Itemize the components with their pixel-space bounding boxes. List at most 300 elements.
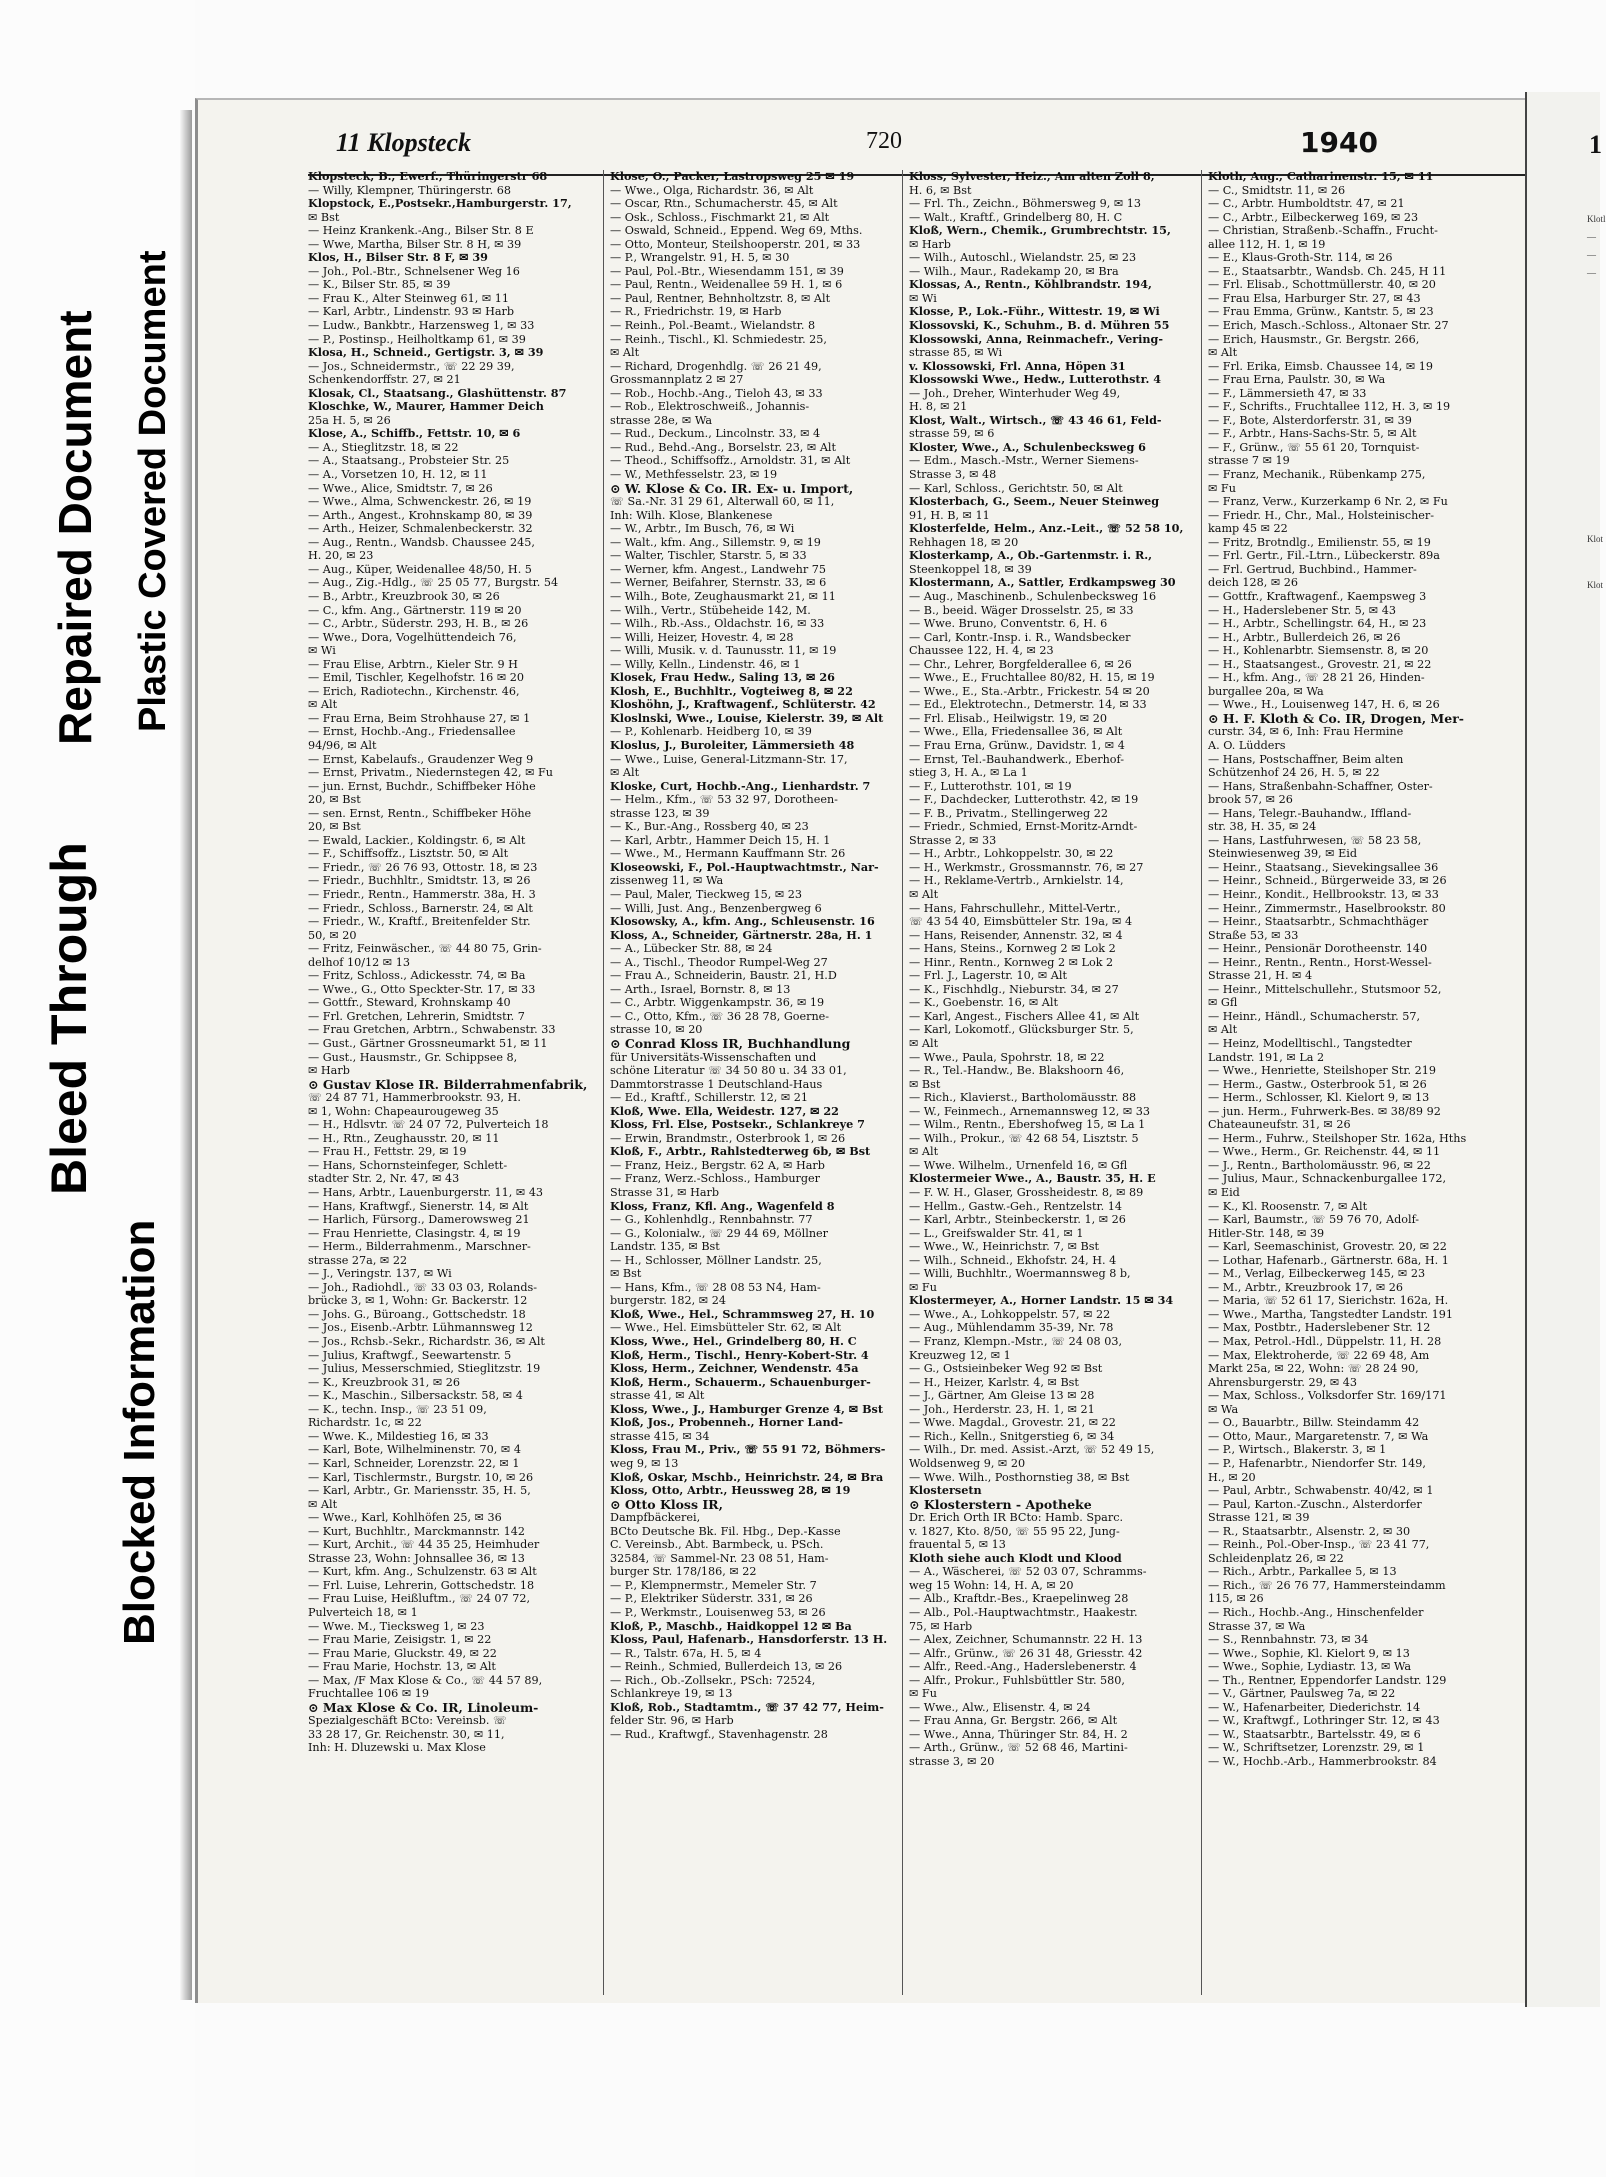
directory-entry: — P., Hafenarbtr., Niendorfer Str. 149,: [1208, 1456, 1426, 1470]
directory-entry: Kloß, P., Maschb., Haidkoppel 12 ✉ Ba: [610, 1618, 852, 1633]
directory-entry: — Frl. Gertr., Fil.-Ltrn., Lübeckerstr. 89a: [1208, 549, 1440, 563]
directory-entry: strasse 123, ✉ 39: [610, 806, 710, 820]
directory-entry: Chaussee 122, H. 4, ✉ 23: [909, 644, 1054, 658]
directory-entry: — Reinh., Tischl., Kl. Schmiedestr. 25,: [610, 332, 827, 346]
directory-entry: — Arth., Israel, Bornstr. 8, ✉ 13: [610, 982, 791, 996]
directory-entry: — E., Staatsarbtr., Wandsb. Ch. 245, H 11: [1208, 264, 1447, 278]
directory-entry: — C., Arbtr. Humboldtstr. 47, ✉ 21: [1208, 197, 1405, 211]
directory-entry: Klosek, Frau Hedw., Saling 13, ✉ 26: [610, 670, 835, 685]
directory-entry: Kloß, F., Arbtr., Rahlstedterweg 6b, ✉ Bst: [610, 1144, 871, 1159]
directory-entry: — F., Lämmersieth 47, ✉ 33: [1208, 386, 1367, 400]
directory-entry: — Ed., Kraftf., Schillerstr. 12, ✉ 21: [610, 1091, 808, 1105]
directory-entry: — Wwe. Magdal., Grovestr. 21, ✉ 22: [909, 1416, 1116, 1430]
directory-entry: — Chr., Lehrer, Borgfelderallee 6, ✉ 26: [909, 657, 1132, 671]
directory-entry: — Reinh., Schmied, Bullerdeich 13, ✉ 26: [610, 1660, 843, 1674]
directory-entry: — Walt., Kraftf., Grindelberg 80, H. C: [909, 210, 1123, 224]
directory-entry: ✉ Alt: [909, 1145, 939, 1159]
directory-entry: H. 6, ✉ Bst: [909, 183, 972, 197]
directory-entry: — F., Bote, Alsterdorferstr. 31, ✉ 39: [1208, 413, 1412, 427]
directory-entry: — Frau K., Alter Steinweg 61, ✉ 11: [308, 291, 509, 305]
directory-entry: strasse 59, ✉ 6: [909, 427, 995, 441]
directory-entry: — Christian, Straßenb.-Schaffn., Frucht-: [1208, 224, 1438, 238]
directory-entry: Kloshöhn, J., Kraftwagenf., Schlüterstr. 42: [610, 697, 876, 712]
directory-entry: Strasse 21, H. ✉ 4: [1208, 969, 1313, 983]
directory-entry: Strasse 23, Wohn: Johnsallee 36, ✉ 13: [308, 1551, 525, 1565]
directory-entry: stieg 3, H. A., ✉ La 1: [909, 766, 1028, 780]
directory-entry: — Hans, Reisender, Annenstr. 32, ✉ 4: [909, 928, 1123, 942]
directory-entry: Woldsenweg 9, ✉ 20: [909, 1456, 1026, 1470]
directory-entry: — W., Feinmech., Arnemannsweg 12, ✉ 33: [909, 1104, 1150, 1118]
directory-entry: Inh: Wilh. Klose, Blankenese: [610, 508, 773, 522]
directory-entry: — Wwe., Paula, Spohrstr. 18, ✉ 22: [909, 1050, 1105, 1064]
directory-entry: ⊙ Conrad Kloss IR, Buchhandlung: [610, 1036, 851, 1051]
directory-entry: Kloschke, W., Maurer, Hammer Deich: [308, 399, 544, 414]
directory-entry: — Franz, Verw., Kurzerkamp 6 Nr. 2, ✉ Fu: [1208, 495, 1448, 509]
directory-entry: — Aug., Rentn., Wandsb. Chaussee 245,: [308, 535, 535, 549]
directory-entry: — Wwe., G., Otto Speckter-Str. 17, ✉ 33: [308, 982, 536, 996]
directory-entry: 94/96, ✉ Alt: [308, 738, 377, 752]
directory-entry: — Wilh., Autoschl., Wielandstr. 25, ✉ 23: [909, 251, 1137, 265]
directory-entry: — C., kfm. Ang., Gärtnerstr. 119 ✉ 20: [308, 603, 522, 617]
directory-entry: ⊙ H. F. Kloth & Co. IR, Drogen, Mer-: [1208, 710, 1464, 726]
directory-entry: Kloslus, J., Buroleiter, Lämmersieth 48: [610, 737, 855, 752]
directory-entry: — Wilh., Vertr., Stübeheide 142, M.: [610, 603, 811, 617]
directory-entry: Klosterbach, G., Seem., Neuer Steinweg: [909, 494, 1160, 509]
directory-entry: — Jos., Rchsb.-Sekr., Richardstr. 36, ✉ Alt: [308, 1335, 545, 1349]
directory-entry: v. Klossowski, Frl. Anna, Höpen 31: [909, 358, 1126, 373]
directory-entry: ✉ Fu: [909, 1687, 937, 1701]
directory-entry: Kloss, Wwe., J., Hamburger Grenze 4, ✉ Bst: [610, 1401, 883, 1416]
directory-entry: — Frau Erna, Grünw., Davidstr. 1, ✉ 4: [909, 738, 1125, 752]
directory-entry: — Hinr., Rentn., Kornweg 2 ✉ Lok 2: [909, 955, 1114, 969]
directory-entry: — Frl. Th., Zeichn., Böhmersweg 9, ✉ 13: [909, 197, 1141, 211]
directory-entry: — Reinh., Pol.-Beamt., Wielandstr. 8: [610, 319, 816, 333]
directory-entry: — Frl. Elisab., Heilwigstr. 19, ✉ 20: [909, 711, 1107, 725]
directory-entry: — Aug., Mühlendamm 35-39, Nr. 78: [909, 1321, 1114, 1335]
directory-entry: Kloß, Jos., Probenneh., Horner Land-: [610, 1415, 844, 1430]
directory-entry: — Max, Elektroherde, ☏ 22 69 48, Am: [1208, 1348, 1430, 1362]
directory-entry: — Frl. J., Lagerstr. 10, ✉ Alt: [909, 969, 1067, 983]
facing-page-stub: Klot: [1587, 580, 1604, 590]
directory-entry: — Willi, Buchhltr., Woermannsweg 8 b,: [909, 1267, 1131, 1281]
directory-entry: — Rob., Hochb.-Ang., Tieloh 43, ✉ 33: [610, 386, 823, 400]
directory-entry: — Hans, Straßenbahn-Schaffner, Oster-: [1208, 779, 1433, 793]
directory-entry: frauental 5, ✉ 13: [909, 1538, 1006, 1552]
directory-entry: ✉ Alt: [909, 887, 939, 901]
directory-entry: Kloß, Wwe., Hel., Schrammsweg 27, H. 10: [610, 1306, 875, 1321]
directory-entry: burgerstr. 182, ✉ 24: [610, 1294, 726, 1308]
directory-entry: — C., Arbtr. Wiggenkampstr. 36, ✉ 19: [610, 996, 825, 1010]
directory-entry: ⊙ Otto Kloss IR,: [610, 1496, 723, 1512]
page-header: [198, 124, 1528, 164]
directory-entry: ✉ Wi: [308, 644, 336, 658]
directory-entry: — C., Smidtstr. 11, ✉ 26: [1208, 183, 1346, 197]
directory-entry: — Karl, Angest., Fischers Allee 41, ✉ Alt: [909, 1009, 1140, 1023]
directory-entry: curstr. 34, ✉ 6, Inh: Frau Hermine: [1208, 725, 1404, 739]
directory-entry: — Frau Luise, Heißluftm., ☏ 24 07 72,: [308, 1592, 531, 1606]
directory-entry: — Heinz, Modelltischl., Tangstedter: [1208, 1037, 1412, 1050]
directory-entry: ✉ Harb: [308, 1064, 350, 1078]
directory-entry: — Frau Marie, Hochstr. 13, ✉ Alt: [308, 1660, 496, 1674]
directory-entry: — Max, Schloss., Volksdorfer Str. 169/171: [1208, 1389, 1447, 1403]
directory-entry: Steenkoppel 18, ✉ 39: [909, 562, 1032, 576]
directory-entry: — Frau Elise, Arbtrn., Kieler Str. 9 H: [308, 657, 518, 671]
directory-entry: 33 28 17, Gr. Reichenstr. 30, ✉ 11,: [308, 1727, 505, 1741]
directory-page: [195, 98, 1525, 2003]
directory-entry: — Heinr., Schneid., Bürgerweide 33, ✉ 26: [1208, 874, 1447, 888]
directory-entry: — F., Dachdecker, Lutterothstr. 42, ✉ 19: [909, 793, 1139, 807]
directory-entry: strasse 415, ✉ 34: [610, 1429, 710, 1443]
directory-entry: ☏ 43 54 40, Eimsbütteler Str. 19a, ✉ 4: [909, 915, 1133, 929]
directory-entry: — Heinr., Kondit., Hellbrookstr. 13, ✉ 33: [1208, 887, 1439, 901]
directory-entry: Kloß, Wern., Chemik., Grumbrechtstr. 15,: [909, 223, 1171, 238]
directory-entry: — A., Wäscherei, ☏ 52 03 07, Schramms-: [909, 1565, 1147, 1579]
directory-entry: burgallee 20a, ✉ Wa: [1208, 684, 1324, 698]
directory-entry: — Carl, Kontr.-Insp. i. R., Wandsbecker: [909, 630, 1131, 644]
margin-label-blocked-information: Blocked Information: [115, 1219, 164, 1645]
directory-entry: strasse 28e, ✉ Wa: [610, 413, 713, 427]
directory-entry: — Wwe., M., Hermann Kauffmann Str. 26: [610, 847, 846, 861]
directory-entry: — P., Kohlenarb. Heidberg 10, ✉ 39: [610, 725, 812, 739]
directory-entry: strasse 27a, ✉ 22: [308, 1253, 408, 1267]
directory-entry: — J., Gärtner, Am Gleise 13 ✉ 28: [909, 1389, 1095, 1403]
directory-entry: Klost, Walt., Wirtsch., ☏ 43 46 61, Feld-: [909, 412, 1162, 427]
directory-entry: — F., Schiffsoffz., Lisztstr. 50, ✉ Alt: [308, 847, 509, 861]
directory-entry: weg 15 Wohn: 14, H. A, ✉ 20: [909, 1578, 1074, 1592]
directory-entry: Kloss, Otto, Arbtr., Heussweg 28, ✉ 19: [610, 1483, 851, 1498]
directory-entry: — Wilh., Maur., Radekamp 20, ✉ Bra: [909, 264, 1119, 278]
directory-entry: — Willy, Klempner, Thüringerstr. 68: [308, 183, 511, 197]
facing-page-stub: Klot: [1587, 534, 1604, 544]
directory-entry: — W., Staatsarbtr., Bartelsstr. 49, ✉ 6: [1208, 1727, 1421, 1741]
directory-entry: strasse 3, ✉ 20: [909, 1754, 995, 1768]
directory-entry: — C., Otto, Kfm., ☏ 36 28 78, Goerne-: [610, 1009, 830, 1023]
directory-entry: allee 112, H. 1, ✉ 19: [1208, 237, 1326, 251]
directory-entry: — Wwe., Alice, Smidtstr. 7, ✉ 26: [308, 481, 493, 495]
directory-entry: — Wilh., Dr. med. Assist.-Arzt, ☏ 52 49 15,: [909, 1443, 1155, 1457]
directory-entry: brücke 3, ✉ 1, Wohn: Gr. Backerstr. 12: [308, 1294, 528, 1308]
directory-entry: — Karl, Tischlermstr., Burgstr. 10, ✉ 26: [308, 1470, 534, 1484]
directory-entry: — Fritz, Brotndlg., Emilienstr. 55, ✉ 19: [1208, 535, 1431, 549]
directory-entry: Kloss, Sylvester, Heiz., Am alten Zoll 8,: [909, 169, 1155, 183]
directory-entry: Schützenhof 24 26, H. 5, ✉ 22: [1208, 766, 1380, 780]
directory-entry: ⊙ W. Klose & Co. IR. Ex- u. Import,: [610, 480, 854, 496]
directory-entry: Richardstr. 1c, ✉ 22: [308, 1416, 422, 1430]
directory-entry: — Frl. Gertrud, Buchbind., Hammer-: [1208, 562, 1417, 576]
directory-entry: — H., Arbtr., Schellingstr. 64, H., ✉ 23: [1208, 617, 1427, 631]
directory-entry: — Herm., Schlosser, Kl. Kielort 9, ✉ 13: [1208, 1091, 1430, 1105]
directory-entry: — sen. Ernst, Rentn., Schiffbeker Höhe: [308, 806, 532, 820]
directory-entry: Klostersetn: [909, 1483, 982, 1498]
directory-entry: — L., Greifswalder Str. 41, ✉ 1: [909, 1226, 1084, 1240]
directory-entry: — H., Kohlenarbtr. Siemsenstr. 8, ✉ 20: [1208, 644, 1429, 658]
directory-entry: Kloslnski, Wwe., Louise, Kielerstr. 39, ✉ Alt: [610, 710, 884, 725]
directory-entry: — R., Friedrichstr. 19, ✉ Harb: [610, 305, 782, 319]
directory-entry: — A., Stieglitzstr. 18, ✉ 22: [308, 440, 459, 454]
directory-entry: — Rich., Ob.-Zollsekr., PSch: 72524,: [610, 1673, 816, 1687]
directory-entry: — P., Wrangelstr. 91, H. 5, ✉ 30: [610, 251, 790, 265]
directory-entry: — A., Vorsetzen 10, H. 12, ✉ 11: [308, 468, 488, 482]
directory-entry: — C., Arbtr., Süderstr. 293, H. B., ✉ 26: [308, 617, 529, 631]
directory-entry: ✉ Bst: [308, 210, 340, 224]
directory-entry: — Aug., Zig.-Hdlg., ☏ 25 05 77, Burgstr. 54: [308, 576, 559, 590]
directory-entry: — Walt., kfm. Ang., Sillemstr. 9, ✉ 19: [610, 535, 821, 549]
directory-entry: — Oscar, Rtn., Schumacherstr. 45, ✉ Alt: [610, 197, 838, 211]
directory-entry: — Ernst, Privatm., Niedernstegen 42, ✉ Fu: [308, 766, 553, 780]
directory-entry: ✉ Alt: [1208, 1023, 1238, 1037]
directory-entry: strasse 10, ✉ 20: [610, 1023, 703, 1037]
directory-entry: Klosak, Cl., Staatsang., Glashüttenstr. 87: [308, 385, 567, 400]
directory-entry: — Herm., Fuhrw., Steilshoper Str. 162a, Hths: [1208, 1131, 1467, 1145]
facing-page-number: 1: [1589, 130, 1602, 159]
directory-entry: — Wwe., Olga, Richardstr. 36, ✉ Alt: [610, 183, 814, 197]
directory-entry: Dammtorstrasse 1 Deutschland-Haus: [610, 1077, 823, 1091]
directory-entry: — Paul, Rentner, Behnholtzstr. 8, ✉ Alt: [610, 291, 831, 305]
directory-entry: — Wwe., E., Sta.-Arbtr., Frickestr. 54 ✉ 20: [909, 684, 1150, 698]
directory-entry: — Rich., ☏ 26 76 77, Hammersteindamm: [1208, 1578, 1446, 1592]
directory-entry: — Gottfr., Kraftwagenf., Kaempsweg 3: [1208, 589, 1427, 603]
directory-entry: Klossowski, Anna, Reinmachefr., Vering-: [909, 331, 1164, 346]
directory-entry: — Julius, Messerschmied, Stieglitzstr. 19: [308, 1362, 541, 1376]
page-number: 720: [866, 128, 902, 154]
directory-entry: — P., Elektriker Süderstr. 331, ✉ 26: [610, 1592, 813, 1606]
directory-entry: ✉ Wa: [1208, 1402, 1239, 1416]
directory-entry: — Wwe., Dora, Vogelhüttendeich 76,: [308, 630, 517, 644]
directory-entry: Strasse 3, ✉ 48: [909, 468, 997, 482]
directory-entry: — Wwe. Wilh., Posthornstieg 38, ✉ Bst: [909, 1470, 1130, 1484]
directory-entry: — Julius, Maur., Schnackenburgallee 172,: [1208, 1172, 1447, 1186]
directory-entry: C. Vereinsb., Abt. Barmbeck, u. PSch.: [610, 1538, 824, 1552]
directory-entry: 91, H. B, ✉ 11: [909, 508, 990, 522]
directory-entry: — H., Arbtr., Lohkoppelstr. 30, ✉ 22: [909, 847, 1114, 861]
directory-entry: ✉ Alt: [610, 766, 640, 780]
directory-entry: Strasse 121, ✉ 39: [1208, 1511, 1310, 1525]
directory-entry: — Ludw., Bankbtr., Harzensweg 1, ✉ 33: [308, 319, 535, 333]
directory-entry: BCto Deutsche Bk. Fil. Hbg., Dep.-Kasse: [610, 1524, 841, 1538]
directory-entry: Rehhagen 18, ✉ 20: [909, 535, 1019, 549]
directory-entry: — Frau Emma, Grünw., Kantstr. 5, ✉ 23: [1208, 305, 1434, 319]
directory-entry: Klosterkamp, A., Ob.-Gartenmstr. i. R.,: [909, 548, 1153, 563]
directory-entry: — Paul, Pol.-Btr., Wiesendamm 151, ✉ 39: [610, 264, 844, 278]
directory-entry: — H., Schlosser, Möllner Landstr. 25,: [610, 1253, 822, 1267]
directory-entry: — Theod., Schiffsoffz., Arnoldstr. 31, ✉ Alt: [610, 454, 851, 468]
directory-entry: v. 1827, Kto. 8/50, ☏ 55 95 22, Jung-: [909, 1524, 1120, 1538]
directory-entry: — Wwe., H., Louisenweg 147, H. 6, ✉ 26: [1208, 698, 1440, 712]
directory-entry: — H., Haderslebener Str. 5, ✉ 43: [1208, 603, 1396, 617]
directory-entry: — R., Staatsarbtr., Alsenstr. 2, ✉ 30: [1208, 1524, 1411, 1538]
directory-entry: — C., Arbtr., Eilbeckerweg 169, ✉ 23: [1208, 210, 1419, 224]
directory-entry: — Heinr., Staatsarbtr., Schmachthäger: [1208, 915, 1429, 929]
directory-entry: Dr. Erich Orth IR BCto: Hamb. Sparc.: [909, 1511, 1124, 1525]
directory-entry: ✉ Gfl: [1208, 996, 1238, 1010]
directory-entry: — Willy, Kelln., Lindenstr. 46, ✉ 1: [610, 657, 801, 671]
directory-entry: Klose, A., Schiffb., Fettstr. 10, ✉ 6: [308, 426, 521, 441]
directory-entry: 50, ✉ 20: [308, 928, 357, 942]
directory-entry: Kloth siehe auch Klodt und Klood: [909, 1550, 1122, 1565]
directory-entry: — Wwe., Luise, General-Litzmann-Str. 17,: [610, 752, 848, 766]
directory-entry: — Frau Marie, Zeisigstr. 1, ✉ 22: [308, 1633, 492, 1647]
directory-entry: schöne Literatur ☏ 34 50 80 u. 34 33 01,: [610, 1064, 847, 1078]
directory-entry: — Wwe. Bruno, Conventstr. 6, H. 6: [909, 617, 1108, 631]
directory-entry: H. 8, ✉ 21: [909, 400, 968, 414]
directory-entry: — Maria, ☏ 52 61 17, Sierichstr. 162a, H.: [1208, 1294, 1449, 1308]
directory-entry: Landstr. 135, ✉ Bst: [610, 1240, 720, 1254]
directory-entry: H. 20, ✉ 23: [308, 549, 374, 563]
directory-entry: — Karl, Seemaschinist, Grovestr. 20, ✉ 22: [1208, 1240, 1447, 1254]
directory-entry: — K., Kl. Roosenstr. 7, ✉ Alt: [1208, 1199, 1368, 1213]
directory-entry: — Hans, Kraftwgf., Sienerstr. 14, ✉ Alt: [308, 1199, 529, 1213]
directory-entry: Kloth, Aug., Catharinenstr. 15, ✉ 11: [1208, 169, 1434, 183]
directory-entry: — Franz, Heiz., Bergstr. 62 A, ✉ Harb: [610, 1158, 825, 1172]
directory-entry: — Johs. G., Büroang., Gottschedstr. 18: [308, 1307, 526, 1321]
directory-entry: — Karl, Schneider, Lorenzstr. 22, ✉ 1: [308, 1456, 520, 1470]
directory-entry: Steinwiesenweg 39, ✉ Eid: [1208, 847, 1358, 861]
directory-entry: Kreuzweg 12, ✉ 1: [909, 1348, 1011, 1362]
directory-entry: — W., Schriftsetzer, Lorenzstr. 29, ✉ 1: [1208, 1741, 1425, 1755]
directory-entry: — H., Reklame-Vertrb., Arnkielstr. 14,: [909, 874, 1124, 888]
directory-entry: Klos, H., Bilser Str. 8 F, ✉ 39: [308, 250, 488, 265]
directory-entry: — Joh., Radiohdl., ☏ 33 03 03, Rolands-: [308, 1280, 538, 1294]
directory-entry: — F., Grünw., ☏ 55 61 20, Tornquist-: [1208, 440, 1420, 454]
directory-entry: Landstr. 191, ✉ La 2: [1208, 1050, 1325, 1064]
directory-entry: Klostermann, A., Sattler, Erdkampsweg 30: [909, 575, 1176, 590]
directory-entry: — Wwe., Alma, Schwenckestr. 26, ✉ 19: [308, 495, 532, 509]
directory-entry: — P., Klempnermstr., Memeler Str. 7: [610, 1578, 817, 1592]
directory-entry: — Heinr., Mittelschullehr., Stutsmoor 52,: [1208, 982, 1442, 996]
directory-entry: Grossmannplatz 2 ✉ 27: [610, 373, 744, 387]
directory-entry: — K., techn. Insp., ☏ 23 51 09,: [308, 1402, 487, 1416]
directory-entry: — H., Arbtr., Bullerdeich 26, ✉ 26: [1208, 630, 1401, 644]
directory-entry: Spezialgeschäft BCto: Vereinsb. ☏: [308, 1714, 507, 1728]
directory-entry: — Willi, Heizer, Hovestr. 4, ✉ 28: [610, 630, 794, 644]
directory-entry: — H., kfm. Ang., ☏ 28 21 26, Hinden-: [1208, 671, 1425, 685]
directory-entry: — Wwe., Sophie, Kl. Kielort 9, ✉ 13: [1208, 1646, 1410, 1660]
directory-entry: — W., Hafenarbeiter, Diederichstr. 14: [1208, 1700, 1421, 1714]
directory-entry: ✉ Alt: [308, 1497, 338, 1511]
directory-entry: — Paul, Maler, Tieckweg 15, ✉ 23: [610, 887, 803, 901]
directory-entry: — Julius, Kraftwgf., Seewartenstr. 5: [308, 1348, 512, 1362]
directory-entry: — Wwe. Wilhelm., Urnenfeld 16, ✉ Gfl: [909, 1158, 1128, 1172]
directory-entry: — Heinz Krankenk.-Ang., Bilser Str. 8 E: [308, 224, 534, 238]
directory-entry: Klopsteck, B., Ewerf., Thüringerstr 68: [308, 169, 548, 183]
directory-entry: Klossas, A., Rentn., Köhlbrandstr. 194,: [909, 277, 1152, 292]
directory-entry: — Willi, Just. Ang., Benzenbergweg 6: [610, 901, 822, 915]
directory-entry: — Paul, Rentn., Weidenallee 59 H. 1, ✉ 6: [610, 278, 843, 292]
directory-entry: felder Str. 96, ✉ Harb: [610, 1714, 734, 1728]
directory-entry: 75, ✉ Harb: [909, 1619, 973, 1633]
directory-entry: — Lothar, Hafenarb., Gärtnerstr. 68a, H. 1: [1208, 1253, 1449, 1267]
directory-entry: — Otto, Monteur, Steilshooperstr. 201, ✉ 33: [610, 237, 861, 251]
directory-entry: — Rich., Hochb.-Ang., Hinschenfelder: [1208, 1605, 1424, 1619]
directory-entry: Kloss, Frl. Else, Postsekr., Schlankreye 7: [610, 1117, 865, 1132]
directory-entry: 25a H. 5, ✉ 26: [308, 413, 391, 427]
directory-entry: — Frl. Erika, Eimsb. Chaussee 14, ✉ 19: [1208, 359, 1434, 373]
directory-entry: — Kurt, kfm. Ang., Schulzenstr. 63 ✉ Alt: [308, 1565, 537, 1579]
directory-entry: — Arth., Heizer, Schmalenbeckerstr. 32: [308, 522, 533, 536]
directory-entry: Strasse 31, ✉ Harb: [610, 1186, 720, 1200]
directory-entry: — Wwe., Sophie, Lydiastr. 13, ✉ Wa: [1208, 1660, 1412, 1674]
directory-entry: — Hans, Kfm., ☏ 28 08 53 N4, Ham-: [610, 1280, 821, 1294]
directory-entry: ✉ Eid: [1208, 1186, 1240, 1200]
directory-entry: 20, ✉ Bst: [308, 793, 361, 807]
running-head: 11 Klopsteck: [336, 128, 472, 157]
directory-entry: — Reinh., Pol.-Ober-Insp., ☏ 23 41 77,: [1208, 1538, 1430, 1552]
directory-entry: — Heinr., Rentn., Rentn., Horst-Wessel-: [1208, 955, 1432, 969]
directory-entry: — Kurt, Buchhltr., Marckmannstr. 142: [308, 1524, 526, 1538]
directory-entry: — Karl, Lokomotf., Glücksburger Str. 5,: [909, 1023, 1134, 1037]
directory-entry: — Harlich, Fürsorg., Damerowsweg 21: [308, 1213, 530, 1227]
directory-entry: — Karl, Arbtr., Gr. Mariensstr. 35, H. 5,: [308, 1484, 531, 1498]
directory-entry: — Richard, Drogenhdlg. ☏ 26 21 49,: [610, 359, 822, 373]
directory-entry: — F. W. H., Glaser, Grossheidestr. 8, ✉ 89: [909, 1186, 1144, 1200]
directory-entry: Chateauneufstr. 31, ✉ 26: [1208, 1118, 1351, 1132]
directory-entry: — Frl. Elisab., Schottmüllerstr. 40, ✉ 20: [1208, 278, 1436, 292]
directory-entry: — A., Lübecker Str. 88, ✉ 24: [610, 942, 773, 956]
directory-entry: — J., Rentn., Bartholomäusstr. 96, ✉ 22: [1208, 1158, 1431, 1172]
directory-entry: — Rich., Arbtr., Parkallee 5, ✉ 13: [1208, 1565, 1397, 1579]
directory-entry: Klose, O., Packer, Lastropsweg 25 ✉ 19: [610, 169, 855, 183]
directory-entry: — Hans, Lastfuhrwesen, ☏ 58 23 58,: [1208, 833, 1422, 847]
directory-entry: — Heinr., Händl., Schumacherstr. 57,: [1208, 1009, 1421, 1023]
directory-entry: — Karl, Arbtr., Lindenstr. 93 ✉ Harb: [308, 305, 515, 319]
directory-entry: Klossowski Wwe., Hedw., Lutterothstr. 4: [909, 372, 1162, 387]
directory-entry: — jun. Herm., Fuhrwerk-Bes. ✉ 38/89 92: [1208, 1104, 1441, 1118]
directory-entry: — Ernst, Kabelaufs., Graudenzer Weg 9: [308, 752, 534, 766]
directory-entry: — Wwe. M., Tiecksweg 1, ✉ 23: [308, 1619, 485, 1633]
directory-entry: — F., Lutterothstr. 101, ✉ 19: [909, 779, 1072, 793]
directory-entry: — Heinr., Pensionär Dorotheenstr. 140: [1208, 942, 1428, 956]
directory-entry: — H., Heizer, Karlstr. 4, ✉ Bst: [909, 1375, 1079, 1389]
directory-entry: Kloss, Franz, Kfl. Ang., Wagenfeld 8: [610, 1198, 835, 1213]
directory-entry: — Rich., Klavierst., Bartholomäusstr. 88: [909, 1091, 1137, 1105]
directory-entry: — Wwe., Henriette, Steilshoper Str. 219: [1208, 1064, 1437, 1078]
directory-entry: — H., Rtn., Zeughausstr. 20, ✉ 11: [308, 1131, 500, 1145]
directory-entry: — B., beeid. Wäger Drosselstr. 25, ✉ 33: [909, 603, 1134, 617]
directory-entry: ✉ Alt: [1208, 346, 1238, 360]
directory-entry: — Th., Rentner, Eppendorfer Landstr. 129: [1208, 1673, 1447, 1687]
directory-entry: — Joh., Herderstr. 23, H. 1, ✉ 21: [909, 1402, 1095, 1416]
directory-entry: — Hans, Fahrschullehr., Mittel-Vertr.,: [909, 901, 1121, 915]
directory-entry: Klosowsky, A., kfm. Ang., Schleusenstr. 16: [610, 914, 875, 929]
facing-page-edge: [1525, 92, 1606, 2007]
directory-entry: — Frau Anna, Gr. Bergstr. 266, ✉ Alt: [909, 1714, 1118, 1728]
directory-entry: Kloß, Oskar, Mschb., Heinrichstr. 24, ✉ Bra: [610, 1469, 884, 1484]
directory-entry: — Karl, Bote, Wilhelminenstr. 70, ✉ 4: [308, 1443, 521, 1457]
directory-entry: Kloss, Wwe., Hel., Grindelberg 80, H. C: [610, 1334, 857, 1349]
directory-entry: strasse 41, ✉ Alt: [610, 1389, 705, 1403]
directory-entry: — Frl. Gretchen, Lehrerin, Smidtstr. 7: [308, 1009, 525, 1023]
directory-entry: — Wwe., Ella, Friedensallee 36, ✉ Alt: [909, 725, 1123, 739]
directory-entry: — Ewald, Lackier., Koldingstr. 6, ✉ Alt: [308, 833, 526, 847]
directory-entry: — Franz, Werz.-Schloss., Hamburger: [610, 1172, 820, 1186]
directory-entry: — Max, /F Max Klose & Co., ☏ 44 57 89,: [308, 1673, 543, 1687]
directory-entry: Klosa, H., Schneid., Gertigstr. 3, ✉ 39: [308, 345, 544, 360]
directory-entry: — P., Wirtsch., Blakerstr. 3, ✉ 1: [1208, 1443, 1387, 1457]
directory-entry: Klopstock, E.,Postsekr.,Hamburgerstr. 17,: [308, 196, 572, 211]
directory-entry: — K., Maschin., Silbersackstr. 58, ✉ 4: [308, 1389, 523, 1403]
directory-entry: — M., Arbtr., Kreuzbrook 17, ✉ 26: [1208, 1280, 1403, 1294]
directory-entry: — H., Hdlsvtr. ☏ 24 07 72, Pulverteich 18: [308, 1118, 549, 1132]
directory-entry: — Wwe., W., Heinrichstr. 7, ✉ Bst: [909, 1240, 1099, 1254]
directory-entry: — Werner, Beifahrer, Sternstr. 33, ✉ 6: [610, 576, 827, 590]
directory-entry: — J., Veringstr. 137, ✉ Wi: [308, 1267, 452, 1281]
directory-entry: — O., Bauarbtr., Billw. Steindamm 42: [1208, 1416, 1420, 1430]
directory-entry: Klostermeier Wwe., A., Baustr. 35, H. E: [909, 1171, 1156, 1186]
directory-entry: — Frau Gretchen, Arbtrn., Schwabenstr. 33: [308, 1023, 556, 1037]
directory-entry: Kloß, Wwe. Ella, Weidestr. 127, ✉ 22: [610, 1103, 839, 1118]
facing-page-stub: —: [1587, 250, 1596, 260]
directory-entry: — K., Bilser Str. 85, ✉ 39: [308, 278, 451, 292]
